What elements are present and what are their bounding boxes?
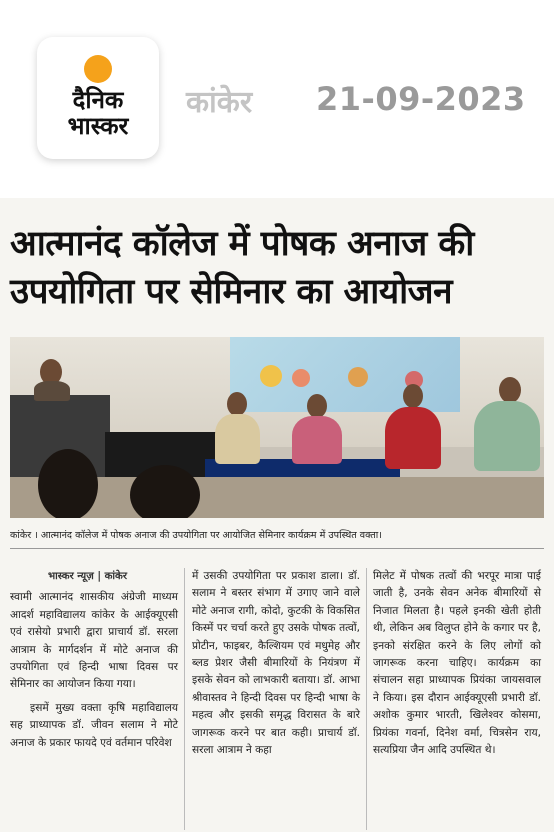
column-divider	[366, 568, 367, 830]
page-header	[0, 0, 554, 200]
article-column-1	[10, 568, 178, 752]
logo-text-line1: दैनिक	[72, 86, 124, 114]
edition-city: कांकेर	[186, 85, 253, 120]
paragraph: इसमें मुख्य वक्ता कृषि महाविद्यालय सह प्राध्यापक डॉ. जीवन सलाम ने मोटे अनाज के प्रकार फायदे एवं वर्तमान परिवेश	[10, 701, 178, 749]
logo-text-line2: भास्कर	[67, 112, 129, 140]
photo-caption: कांकेर । आत्मानंद कॉलेज में पोषक अनाज की उपयोगिता पर आयोजित सेमिनार कार्यक्रम में उपस्थित वक्ता।	[10, 530, 382, 541]
event-photo	[10, 337, 544, 518]
article-headline: आत्मानंद कॉलेज में पोषक अनाज की उपयोगिता पर सेमिनार का आयोजन	[10, 224, 474, 312]
byline: भास्कर न्यूज़ | कांकेर	[48, 571, 128, 582]
divider	[10, 548, 544, 549]
sun-icon	[84, 55, 112, 83]
projector-screen	[230, 337, 460, 412]
column-divider	[184, 568, 185, 830]
article-column-2: में उसकी उपयोगिता पर प्रकाश डाला। डॉ. सलाम ने बस्तर संभाग में उगाए जाने वाले मोटे अनाज रागी, कोदो, कुटकी के विकसित किस्में पर चर्चा करते हुए उसके पोषक तत्वों, प्रोटीन, फाइबर, कैल्शियम एवं मधुमेह और ब्लड प्रेशर जैसी बीमारियों के नियंत्रण में इसके सेवन को लाभकारी बताया। डॉ. आभा श्रीवास्तव ने हिन्दी दिवस पर हिन्दी भाषा के महत्व और इसकी समृद्ध विरासत के बारे जागरूक करने पर बात कही। प्राचार्य डॉ. सरला आत्राम ने कहा	[192, 570, 360, 757]
article-column-3: मिलेट में पोषक तत्वों की भरपूर मात्रा पाई जाती है, उनके सेवन अनेक बीमारियों से निजात मिलता है। पहले इनकी खेती होती थी, लेकिन अब विलुप्त होने के कगार पर है, इनको संरक्षित करने के लिए लोगों को जागरूक करना चाहिए। कार्यक्रम का संचालन सहा प्राध्यापक प्रियंका जायसवाल ने किया। इस दौरान आईक्यूएसी प्रभारी डॉ. अशोक कुमार भारती, खिलेश्वर कोसमा, प्रियंका गवर्ना, दिनेश वर्मा, चित्रसेन राय, सत्यप्रिया जैन आदि उपस्थित थे।	[373, 570, 541, 757]
dainik-bhaskar-logo	[37, 37, 159, 159]
paragraph: स्वामी आत्मानंद शासकीय अंग्रेजी माध्यम आदर्श महाविद्यालय कांकेर के आईक्यूएसी एवं रासेयो प्रभारी द्वारा प्राचार्य डॉ. सरला आत्राम के मार्गदर्शन में मोटे अनाज की उपयोगिता एवं हिन्दी भाषा दिवस पर सेमिनार का आयोजन किया गया।	[10, 591, 178, 691]
publication-date: 21-09-2023	[316, 80, 526, 118]
